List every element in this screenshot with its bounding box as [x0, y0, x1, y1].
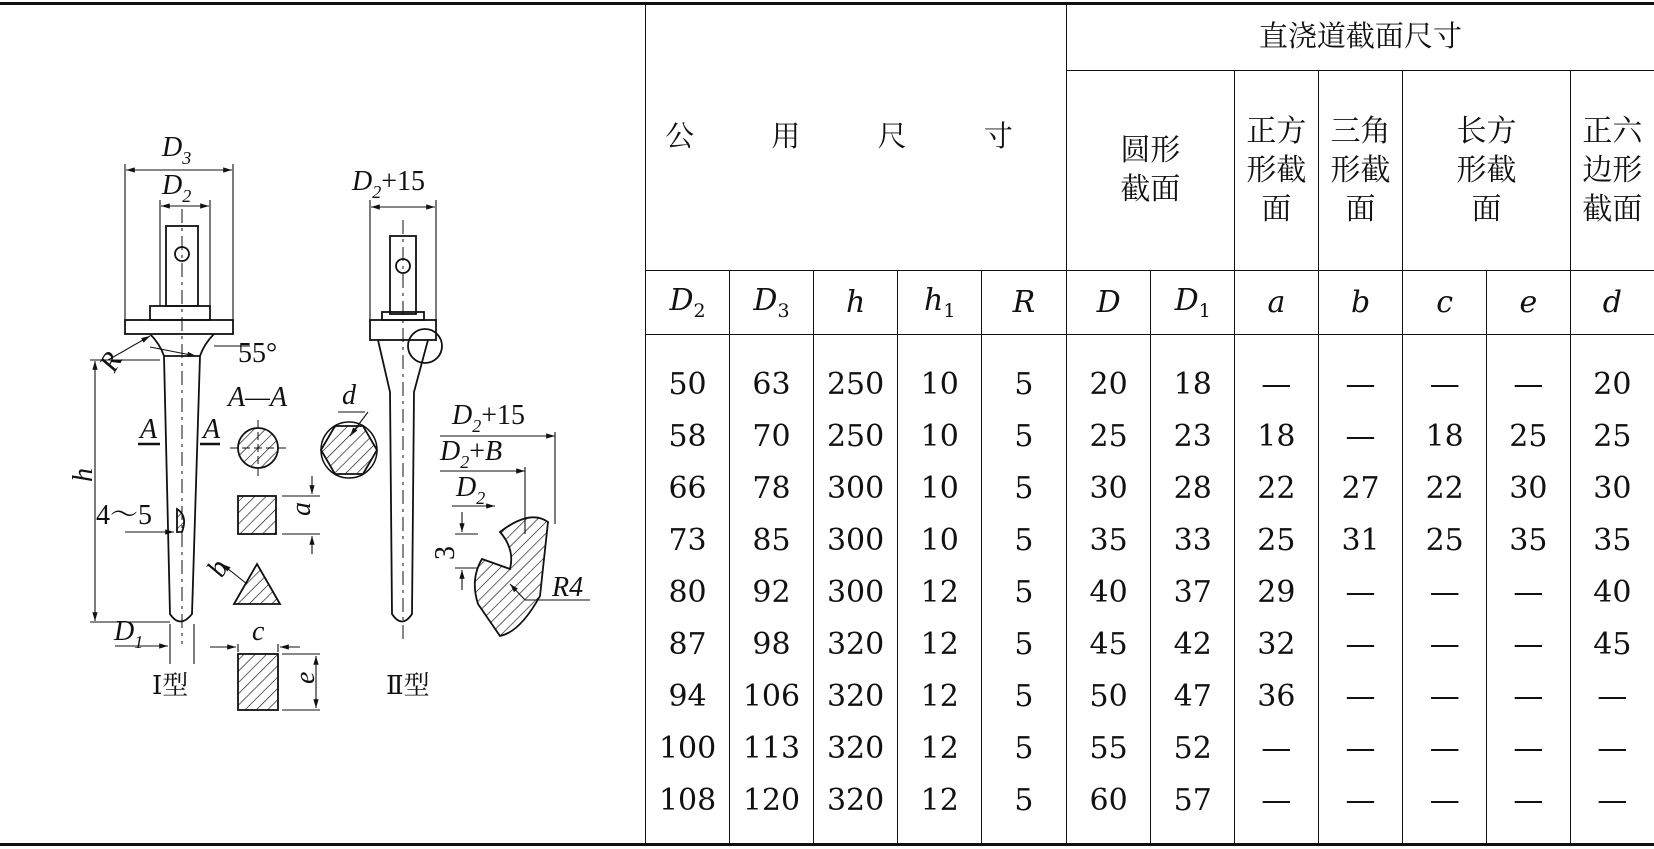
- table-cell: 47: [1173, 678, 1212, 714]
- column-values-11: [1570, 334, 1654, 844]
- table-cell: —: [1429, 678, 1460, 714]
- column-values-8: [1318, 334, 1403, 844]
- group-sprue: 直浇道截面尺寸: [1066, 4, 1654, 70]
- column-symbol: a: [1267, 284, 1286, 320]
- table-cell: 85: [752, 522, 791, 558]
- table-cell: 18: [1257, 418, 1296, 454]
- table-cell: 25: [1425, 522, 1464, 558]
- table-cell: 37: [1173, 574, 1212, 610]
- column-symbol: D: [1174, 282, 1199, 318]
- table-cell: 10: [920, 522, 959, 558]
- table-cell: 98: [752, 626, 791, 662]
- label-a-left: A: [140, 414, 158, 445]
- table-cell: 320: [826, 730, 885, 766]
- table-cell: 113: [742, 730, 801, 766]
- column-header-2: [813, 270, 898, 334]
- label-type-2: Ⅱ型: [386, 671, 430, 700]
- table-cell: 30: [1509, 470, 1548, 506]
- column-symbol: R: [1012, 284, 1036, 320]
- table-cell: 12: [920, 678, 959, 714]
- table-cell: 25: [1509, 418, 1548, 454]
- table-cell: —: [1513, 626, 1544, 662]
- table-cell: —: [1513, 730, 1544, 766]
- table-cell: 73: [668, 522, 707, 558]
- column-symbol: b: [1350, 284, 1371, 320]
- table-cell: 70: [752, 418, 791, 454]
- table-cell: 42: [1173, 626, 1212, 662]
- table-cell: 63: [752, 366, 791, 402]
- table-cell: 40: [1089, 574, 1128, 610]
- label-range: 4～5: [96, 500, 153, 531]
- label-h: h: [68, 468, 99, 482]
- table-cell: 320: [826, 626, 885, 662]
- label-d2-plus-15-top: $D_2+15$: [352, 166, 426, 202]
- label-d3: $D_3$: [162, 132, 192, 168]
- label-c-dim: c: [252, 616, 265, 647]
- table-cell: 5: [1014, 522, 1034, 558]
- table-cell: 108: [658, 782, 717, 818]
- column-values-7: [1235, 334, 1319, 844]
- table-cell: —: [1429, 366, 1460, 402]
- table-cell: —: [1345, 678, 1376, 714]
- table-cell: 22: [1425, 470, 1464, 506]
- column-symbol: D: [1096, 284, 1121, 320]
- column-header-1: [730, 270, 814, 334]
- table-cell: 25: [1089, 418, 1128, 454]
- label-d-small: d: [342, 380, 356, 411]
- column-values-9: [1403, 334, 1487, 844]
- table-cell: 66: [668, 470, 707, 506]
- table-cell: 5: [1014, 782, 1034, 818]
- label-a-right: A: [203, 414, 221, 445]
- table-cell: 10: [920, 366, 959, 402]
- table-cell: 33: [1173, 522, 1212, 558]
- table-cell: —: [1513, 366, 1544, 402]
- table-cell: —: [1261, 782, 1292, 818]
- table-cell: —: [1597, 730, 1628, 766]
- table-cell: 106: [742, 678, 801, 714]
- column-values-0: [646, 334, 730, 844]
- table-cell: 20: [1089, 366, 1128, 402]
- table-cell: 31: [1341, 522, 1380, 558]
- table-cell: 320: [826, 678, 885, 714]
- table-cell: 35: [1593, 522, 1632, 558]
- table-cell: 87: [668, 626, 707, 662]
- table-cell: 5: [1014, 730, 1034, 766]
- table-cell: 250: [826, 366, 885, 402]
- column-values-5: [1066, 334, 1151, 844]
- table-cell: 12: [920, 574, 959, 610]
- value-rows: [646, 334, 1654, 844]
- label-d2-detail: $D_2$: [456, 472, 486, 508]
- column-symbol: e: [1519, 284, 1538, 320]
- label-r4: R4: [552, 572, 584, 603]
- table-cell: 20: [1593, 366, 1632, 402]
- table-cell: 58: [668, 418, 707, 454]
- table-cell: —: [1429, 730, 1460, 766]
- sprue-rod-drawing: [0, 4, 646, 843]
- label-r: R: [93, 346, 129, 378]
- table-cell: 30: [1593, 470, 1632, 506]
- table-cell: 5: [1014, 626, 1034, 662]
- section-triangle-header: 三角 形截 面: [1318, 70, 1403, 270]
- table-cell: —: [1429, 782, 1460, 818]
- column-subscript: 1: [943, 299, 956, 322]
- label-d2-plus-15-detail: $D_2+15$: [452, 400, 526, 436]
- table-cell: 25: [1593, 418, 1632, 454]
- column-subscript: 1: [1198, 299, 1211, 322]
- column-header-6: [1151, 270, 1235, 334]
- table-cell: —: [1345, 626, 1376, 662]
- table-cell: 55: [1089, 730, 1128, 766]
- table-cell: 40: [1593, 574, 1632, 610]
- label-three: 3: [430, 546, 461, 560]
- table-cell: 12: [920, 730, 959, 766]
- table-cell: 12: [920, 782, 959, 818]
- column-symbol: d: [1602, 284, 1622, 320]
- group-common: 公 用 尺 寸: [646, 4, 1066, 270]
- table-cell: —: [1597, 678, 1628, 714]
- label-e-dim: e: [290, 671, 321, 684]
- label-type-1: Ⅰ型: [152, 671, 189, 700]
- table-cell: 12: [920, 626, 959, 662]
- table-cell: 120: [742, 782, 801, 818]
- column-symbol: h: [924, 282, 944, 318]
- section-round-header: 圆形 截面: [1066, 70, 1234, 270]
- table-cell: 52: [1173, 730, 1212, 766]
- table-cell: 18: [1425, 418, 1464, 454]
- table-cell: 10: [920, 418, 959, 454]
- table-cell: 5: [1014, 366, 1034, 402]
- column-header-7: [1235, 270, 1319, 334]
- table-cell: 250: [826, 418, 885, 454]
- table-cell: 57: [1173, 782, 1212, 818]
- label-d2-plus-b: $D_2+B$: [440, 436, 503, 472]
- column-header-5: [1066, 270, 1151, 334]
- label-angle: 55°: [238, 338, 278, 369]
- column-values-4: [982, 334, 1067, 844]
- table-cell: 300: [826, 470, 885, 506]
- table-cell: —: [1513, 782, 1544, 818]
- column-header-0: [646, 270, 730, 334]
- table-cell: —: [1345, 782, 1376, 818]
- column-values-1: [730, 334, 814, 844]
- table-cell: —: [1345, 418, 1376, 454]
- column-values-10: [1487, 334, 1571, 844]
- label-section-aa: A—A: [228, 382, 288, 413]
- table-cell: —: [1345, 730, 1376, 766]
- table-cell: 5: [1014, 418, 1034, 454]
- column-header-4: [982, 270, 1067, 334]
- table-cell: 94: [668, 678, 707, 714]
- table-cell: 5: [1014, 574, 1034, 610]
- column-values-3: [898, 334, 982, 844]
- label-d1: $D_1$: [114, 616, 144, 652]
- label-b: b: [201, 554, 235, 583]
- column-header-3: [898, 270, 982, 334]
- section-hex-header: 正六 边形 截面: [1570, 70, 1654, 270]
- label-a-dim: a: [286, 502, 317, 516]
- table-cell: —: [1429, 626, 1460, 662]
- table-cell: 92: [752, 574, 791, 610]
- table-cell: 35: [1509, 522, 1548, 558]
- table-cell: 100: [658, 730, 717, 766]
- table-cell: 35: [1089, 522, 1128, 558]
- section-rect-header: 长方 形截 面: [1403, 70, 1570, 270]
- table-cell: —: [1261, 730, 1292, 766]
- column-symbol: h: [845, 284, 866, 320]
- table-cell: 300: [826, 522, 885, 558]
- table-cell: —: [1597, 782, 1628, 818]
- table-cell: 320: [826, 782, 885, 818]
- table-cell: 29: [1257, 574, 1296, 610]
- symbol-row: [646, 270, 1654, 334]
- label-d2: $D_2$: [162, 170, 192, 206]
- table-cell: 60: [1089, 782, 1128, 818]
- column-symbol: D: [753, 282, 778, 318]
- column-header-10: [1487, 270, 1571, 334]
- table-cell: 30: [1089, 470, 1128, 506]
- table-cell: —: [1345, 574, 1376, 610]
- table-cell: 50: [1089, 678, 1128, 714]
- column-header-11: [1570, 270, 1654, 334]
- table-cell: 18: [1173, 366, 1212, 402]
- table-cell: 22: [1257, 470, 1296, 506]
- table-cell: —: [1513, 574, 1544, 610]
- column-values-2: [813, 334, 898, 844]
- table-cell: —: [1345, 366, 1376, 402]
- table-cell: 36: [1257, 678, 1296, 714]
- sprue-dimension-table: [646, 4, 1654, 844]
- section-square-header: 正方 形截 面: [1235, 70, 1319, 270]
- table-cell: 80: [668, 574, 707, 610]
- table-cell: 25: [1257, 522, 1296, 558]
- column-symbol: D: [669, 282, 694, 318]
- table-cell: —: [1261, 366, 1292, 402]
- table-cell: 5: [1014, 678, 1034, 714]
- table-cell: —: [1429, 574, 1460, 610]
- table-cell: 78: [752, 470, 791, 506]
- table-cell: 23: [1173, 418, 1212, 454]
- column-values-6: [1151, 334, 1235, 844]
- type-2-rod: [370, 220, 442, 644]
- column-header-8: [1318, 270, 1403, 334]
- column-subscript: 3: [777, 299, 790, 322]
- table-cell: 300: [826, 574, 885, 610]
- table-cell: 50: [668, 366, 707, 402]
- table-cell: 45: [1593, 626, 1632, 662]
- table-cell: 32: [1257, 626, 1296, 662]
- table-cell: 10: [920, 470, 959, 506]
- table-cell: 5: [1014, 470, 1034, 506]
- column-header-9: [1403, 270, 1487, 334]
- column-subscript: 2: [693, 299, 706, 322]
- table-cell: 28: [1173, 470, 1212, 506]
- column-symbol: c: [1436, 284, 1454, 320]
- table-cell: —: [1513, 678, 1544, 714]
- table-cell: 45: [1089, 626, 1128, 662]
- table-cell: 27: [1341, 470, 1380, 506]
